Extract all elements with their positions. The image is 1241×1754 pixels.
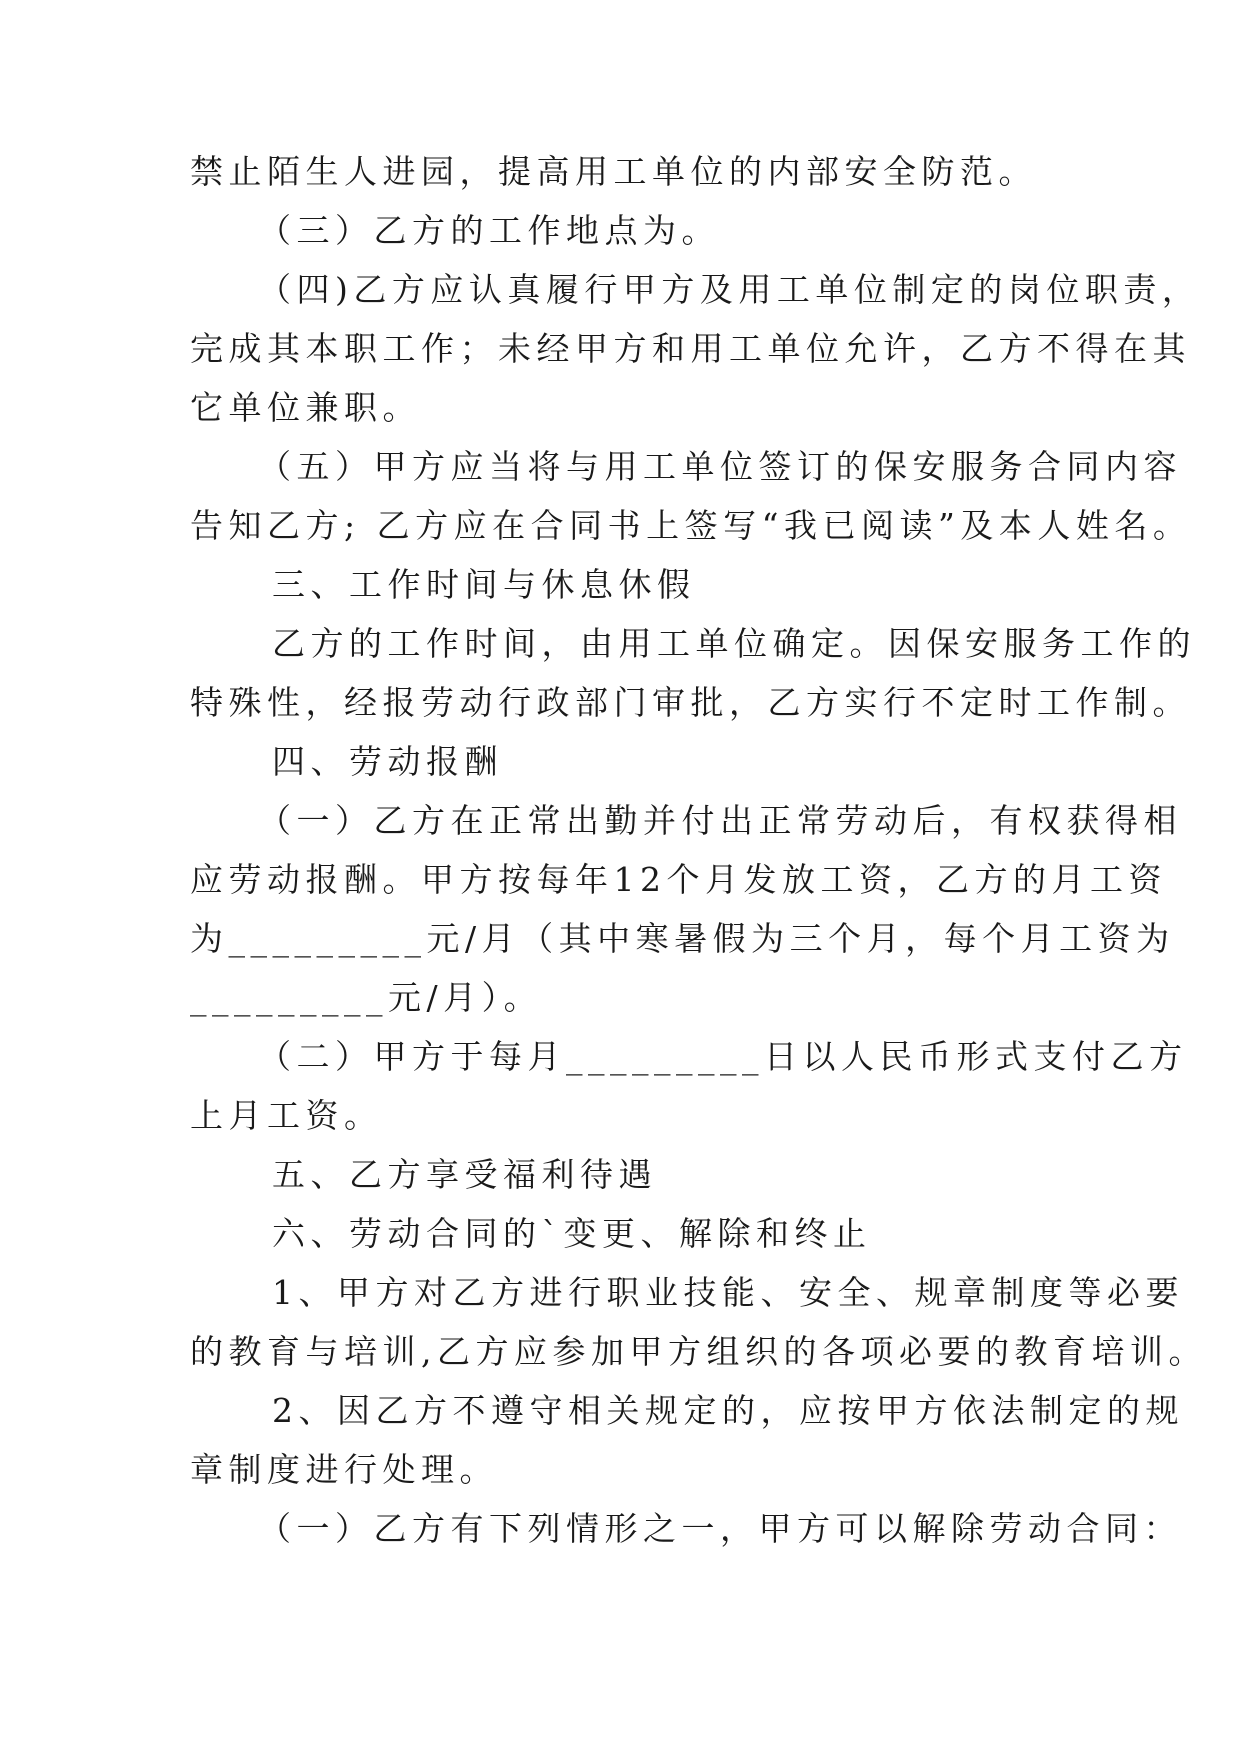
- text-line: 特殊性，经报劳动行政部门审批，乙方实行不定时工作制。: [190, 683, 1191, 722]
- text-line: 完成其本职工作；未经甲方和用工单位允许，乙方不得在其: [190, 329, 1191, 368]
- text-line: 禁止陌生人进园，提高用工单位的内部安全防范。: [190, 152, 1037, 191]
- text-line: 它单位兼职。: [190, 388, 421, 427]
- text-line: 2、因乙方不遵守相关规定的，应按甲方依法制定的规: [272, 1391, 1184, 1430]
- text-line: 告知乙方; 乙方应在合同书上签写“我已阅读”及本人姓名。: [190, 506, 1192, 545]
- section-heading: 五、乙方享受福利待遇: [272, 1155, 657, 1194]
- text-line: 上月工资。: [190, 1096, 383, 1135]
- text-line: 章制度进行处理。: [190, 1450, 498, 1489]
- section-heading: 三、工作时间与休息休假: [272, 565, 696, 604]
- text-line: _________元/月）。: [190, 978, 543, 1017]
- text-line: （三）乙方的工作地点为。: [258, 211, 720, 250]
- section-heading: 四、劳动报酬: [272, 742, 503, 781]
- text-line: 应劳动报酬。甲方按每年12个月发放工资，乙方的月工资: [190, 860, 1167, 899]
- text-line: （四)乙方应认真履行甲方及用工单位制定的岗位职责，: [258, 270, 1201, 309]
- text-line: 的教育与培训,乙方应参加甲方组织的各项必要的教育培训。: [190, 1332, 1207, 1371]
- text-line: 1、甲方对乙方进行职业技能、安全、规章制度等必要: [272, 1273, 1184, 1312]
- text-line: （一）乙方在正常出勤并付出正常劳动后，有权获得相: [258, 801, 1182, 840]
- text-line: （一）乙方有下列情形之一，甲方可以解除劳动合同：: [258, 1509, 1182, 1548]
- text-line: 为_________元/月（其中寒暑假为三个月，每个月工资为: [190, 919, 1175, 958]
- section-heading: 六、劳动合同的`变更、解除和终止: [272, 1214, 872, 1253]
- text-line: （五）甲方应当将与用工单位签订的保安服务合同内容: [258, 447, 1182, 486]
- text-line: （二）甲方于每月_________日以人民币形式支付乙方: [258, 1037, 1188, 1076]
- text-line: 乙方的工作时间，由用工单位确定。因保安服务工作的: [272, 624, 1196, 663]
